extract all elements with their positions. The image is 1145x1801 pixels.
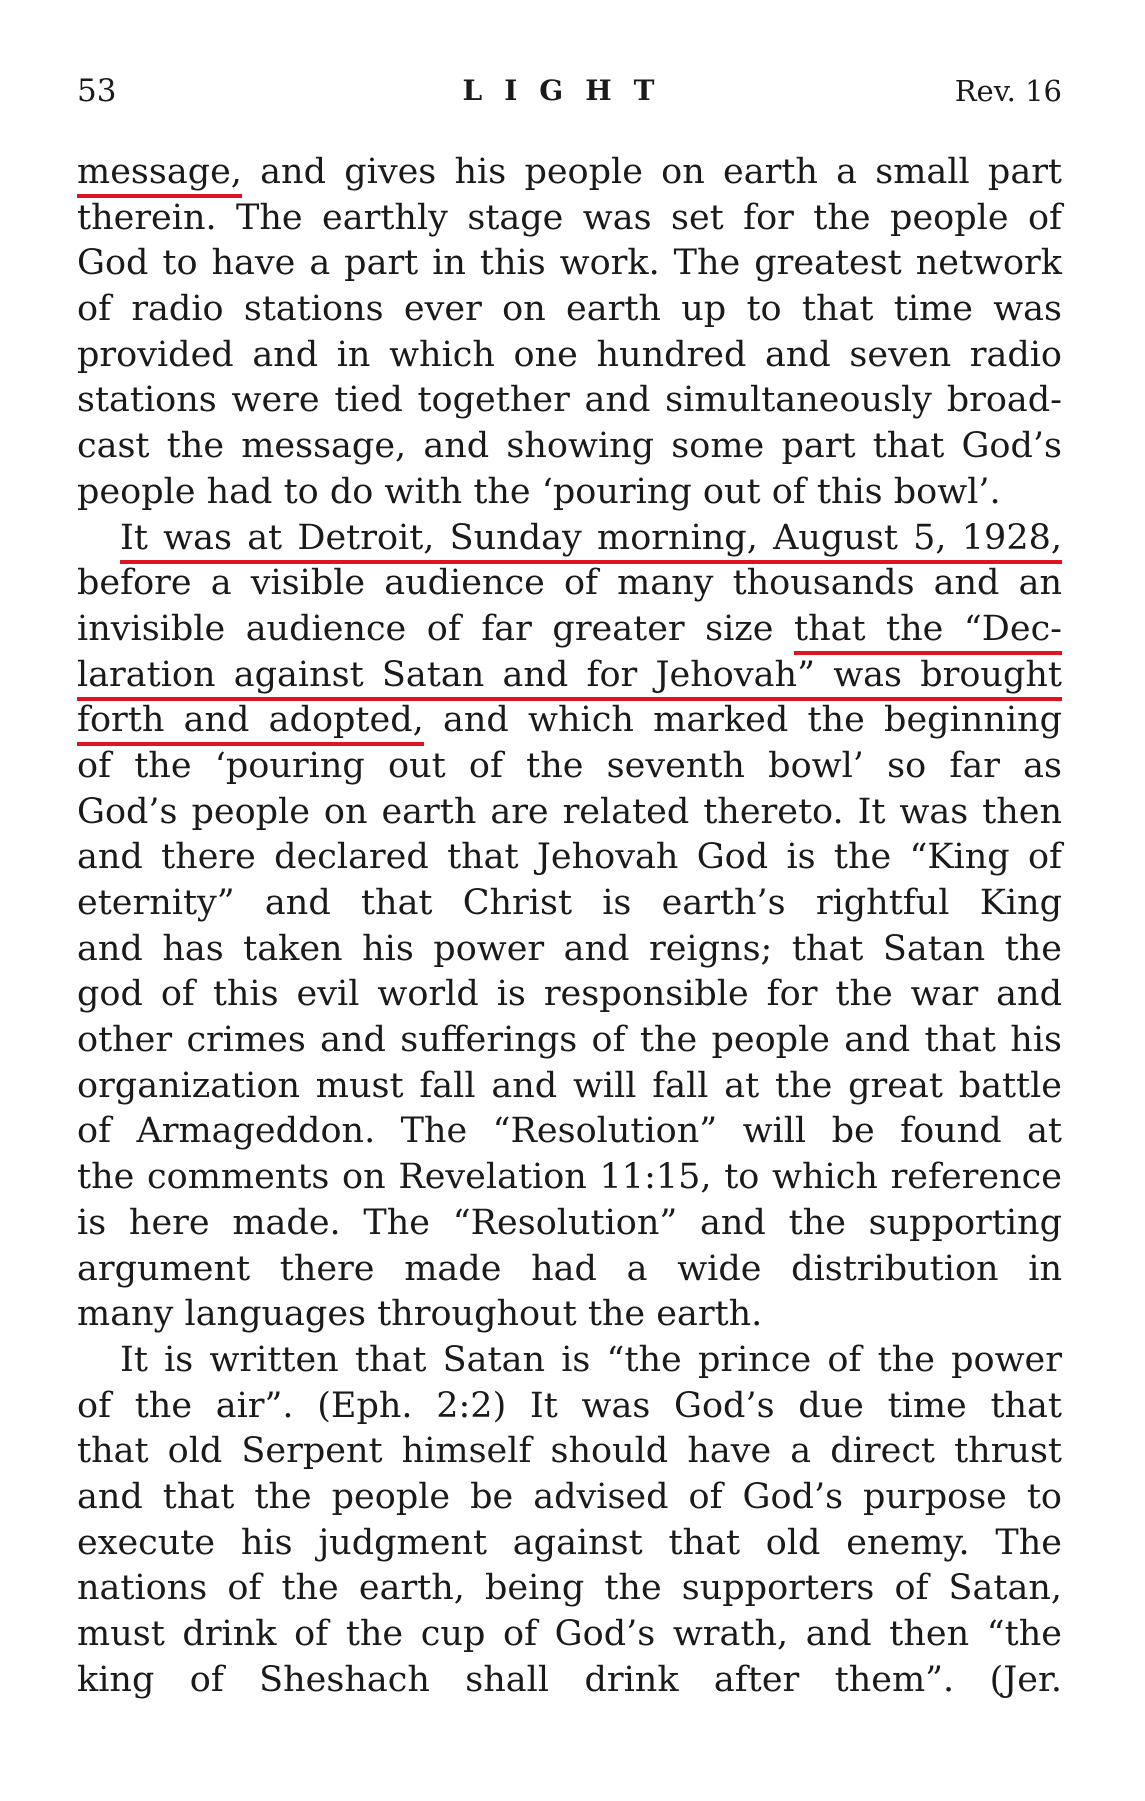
text-line — [77, 1521, 1062, 1567]
text-line — [77, 1658, 1062, 1704]
text-segment: is here made. The “Resolution” and the supporting — [77, 1202, 1062, 1243]
body-text — [77, 150, 1062, 1703]
text-segment: must drink of the cup of God’s wrath, and then “the — [77, 1614, 1062, 1654]
text-line — [77, 378, 1062, 424]
text-line — [77, 927, 1062, 973]
text-line — [77, 1429, 1062, 1475]
running-title: LIGHT — [462, 74, 677, 107]
text-line — [77, 1155, 1062, 1201]
underlined-text: It was at Detroit, Sunday morning, August 5, 1928, — [120, 518, 1062, 564]
text-segment: of Armageddon. The “Resolution” will be found at — [77, 1111, 1062, 1152]
underlined-text: laration against Satan and for Jehovah” was brought — [77, 655, 1062, 701]
page-header — [77, 66, 1062, 116]
text-segment: other crimes and sufferings of the people and that his — [77, 1020, 1062, 1061]
text-segment: of the air”. (Eph. 2:2) It was God’s due time that — [77, 1385, 1062, 1426]
underlined-text: message, — [77, 152, 242, 198]
text-segment: of radio stations ever on earth up to that time was — [77, 289, 1062, 330]
text-segment: God’s people on earth are related thereto. It was then — [77, 791, 1062, 832]
text-line — [77, 1109, 1062, 1155]
text-segment: and gives his people on earth a small part — [241, 152, 1062, 192]
text-segment: stations were tied together and simultaneously broad- — [77, 380, 1062, 421]
text-line — [77, 333, 1062, 379]
text-line — [77, 1292, 1062, 1338]
text-segment: It is written that Satan is “the prince of the power — [120, 1339, 1062, 1380]
chapter-reference: Rev. 16 — [954, 74, 1062, 108]
text-segment: people had to do with the ‘pouring out of this bowl’. — [77, 471, 1001, 512]
text-segment: of the ‘pouring out of the seventh bowl’ so far as — [77, 745, 1062, 786]
text-line — [77, 470, 1062, 516]
text-line — [77, 653, 1062, 699]
text-segment: eternity” and that Christ is earth’s rightful King — [77, 883, 1062, 923]
text-segment: the comments on Revelation 11:15, to which reference — [77, 1157, 1062, 1198]
text-segment: before a visible audience of many thousands and an — [77, 563, 1062, 604]
text-segment: argument there made had a wide distribution in — [77, 1248, 1062, 1289]
text-line — [77, 972, 1062, 1018]
text-segment: therein. The earthly stage was set for the people of — [77, 197, 1062, 238]
text-segment: organization must fall and will fall at the great battle — [77, 1065, 1062, 1106]
text-line — [77, 1384, 1062, 1430]
text-segment: king of Sheshach shall drink after them”. (Jer. — [77, 1659, 1062, 1700]
page-number: 53 — [77, 73, 117, 109]
text-segment: that old Serpent himself should have a direct thrust — [77, 1431, 1062, 1472]
text-line — [77, 196, 1062, 242]
text-line — [77, 1247, 1062, 1293]
text-segment: and which marked the beginning — [423, 700, 1062, 741]
text-line — [77, 790, 1062, 836]
text-line — [77, 1566, 1062, 1612]
text-line — [77, 1064, 1062, 1110]
text-segment: many languages throughout the earth. — [77, 1294, 763, 1335]
text-segment: invisible audience of far greater size — [77, 608, 794, 649]
text-line — [77, 287, 1062, 333]
text-line — [77, 1338, 1062, 1384]
text-segment: nations of the earth, being the supporters of Satan, — [77, 1568, 1062, 1609]
text-line — [77, 424, 1062, 470]
text-line — [77, 744, 1062, 790]
text-segment: execute his judgment against that old enemy. The — [77, 1522, 1062, 1563]
text-line — [77, 607, 1062, 653]
text-line — [77, 1475, 1062, 1521]
text-line — [77, 241, 1062, 287]
text-line — [77, 516, 1062, 562]
underlined-text: forth and adopted, — [77, 700, 424, 746]
text-segment: cast the message, and showing some part that God’s — [77, 426, 1062, 467]
text-line — [77, 1612, 1062, 1658]
text-segment: god of this evil world is responsible for the war and — [77, 974, 1062, 1015]
text-line — [77, 881, 1062, 927]
text-line — [77, 698, 1062, 744]
text-segment: and that the people be advised of God’s purpose to — [77, 1476, 1062, 1517]
text-segment: God to have a part in this work. The greatest network — [77, 243, 1062, 284]
text-segment: and has taken his power and reigns; that Satan the — [77, 928, 1062, 969]
text-line — [77, 561, 1062, 607]
text-line — [77, 1018, 1062, 1064]
text-line — [77, 835, 1062, 881]
text-segment: provided and in which one hundred and seven radio — [77, 334, 1062, 375]
text-line — [77, 1201, 1062, 1247]
underlined-text: that the “Dec- — [794, 609, 1062, 655]
text-line — [77, 150, 1062, 196]
text-segment: and there declared that Jehovah God is the “King of — [77, 837, 1062, 878]
